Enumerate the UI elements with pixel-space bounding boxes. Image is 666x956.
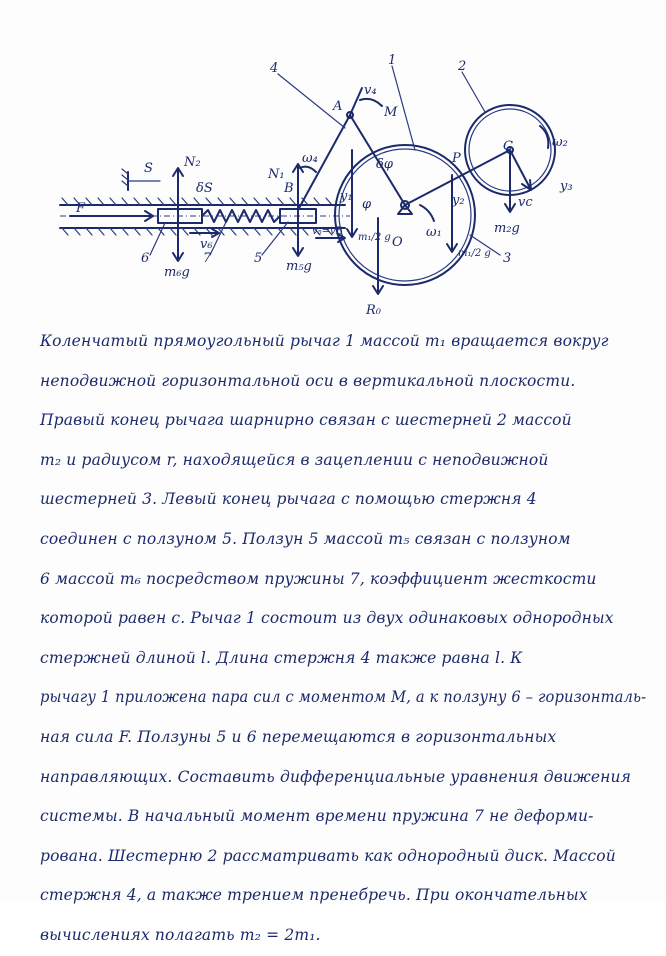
text-line: m₂ и радиусом r, находящейся в зацеплении с неподвижной [40,450,549,469]
label-dphi: δφ [376,157,393,172]
text-line: соединен с ползуном 5. Ползун 5 массой m₅ связан с ползуном [40,529,571,548]
text-line: рычагу 1 приложена пара сил с моментом M, а к ползуну 6 – горизонталь- [40,688,647,707]
label-f: F [76,201,86,216]
label-b: B [284,181,294,196]
label-7: 7 [203,251,212,266]
label-n1: N₁ [268,167,285,182]
wall-support [122,169,160,190]
text-line: неподвижной горизонтальной оси в вертикальной плоскости. [40,371,576,390]
label-1: 1 [388,53,397,68]
text-line: стержней длиной l. Длина стержня 4 также равна l. К [40,648,523,667]
label-4: 4 [270,61,279,76]
label-c: C [503,139,513,154]
text-line: Коленчатый прямоугольный рычаг 1 массой m₁ вращается вокруг [40,332,609,350]
text-line: шестерней 3. Левый конец рычага с помощью стержня 4 [40,490,537,509]
problem-text [40,322,646,956]
label-s: S [144,161,153,176]
label-y2: y₂ [452,193,465,208]
label-v4: v₄ [364,83,377,98]
text-line: Правый конец рычага шарнирно связан с шестерней 2 массой [40,411,572,430]
label-phi: φ [362,197,372,212]
label-2: 2 [458,59,467,74]
text-line: которой равен с. Рычаг 1 состоит из двух одинаковых однородных [40,609,614,628]
label-m1g-left: m₁/2 g [358,232,391,243]
text-line: ная сила F. Ползуны 5 и 6 перемещаются в горизонтальных [40,727,557,746]
text-line: системы. В начальный момент времени пружина 7 не деформи- [40,807,594,826]
text-line: направляющих. Составить дифференциальные уравнения движения [40,767,632,786]
label-3: 3 [503,251,512,266]
label-p: P [452,151,461,166]
label-m5g: m₅g [286,259,312,274]
label-m2g: m₂g [494,221,520,236]
label-m1g-right: m₁/2 g [458,248,491,259]
mechanism-diagram [0,0,666,318]
label-omega1: ω₁ [426,225,442,240]
lever-1 [350,115,510,205]
text-line: 6 массой m₆ посредством пружины 7, коэффициент жесткости [40,569,597,588]
label-ds: δS [196,181,213,196]
text-line: стержня 4, а также трением пренебречь. При окончательных [40,886,588,905]
label-v5: v₅=vB [312,226,344,237]
text-line: рована. Шестерню 2 рассматривать как однородный диск. Массой [40,846,616,865]
label-a: A [333,99,343,114]
label-y1: y₁ [340,189,353,204]
label-n2: N₂ [184,155,201,170]
text-line: вычислениях полагать m₂ = 2m₁. [40,925,321,944]
label-v6: v₆ [200,237,213,252]
label-omega4: ω₄ [302,151,318,166]
label-m: M [384,105,398,120]
label-r0: R₀ [366,303,381,318]
label-m6g: m₆g [164,265,190,280]
label-omega2: ω₂ [552,135,568,150]
label-5: 5 [254,251,263,266]
label-y3: y₃ [560,179,573,194]
label-vc: vc [518,195,533,210]
label-6: 6 [141,251,150,266]
label-o: O [392,235,403,250]
